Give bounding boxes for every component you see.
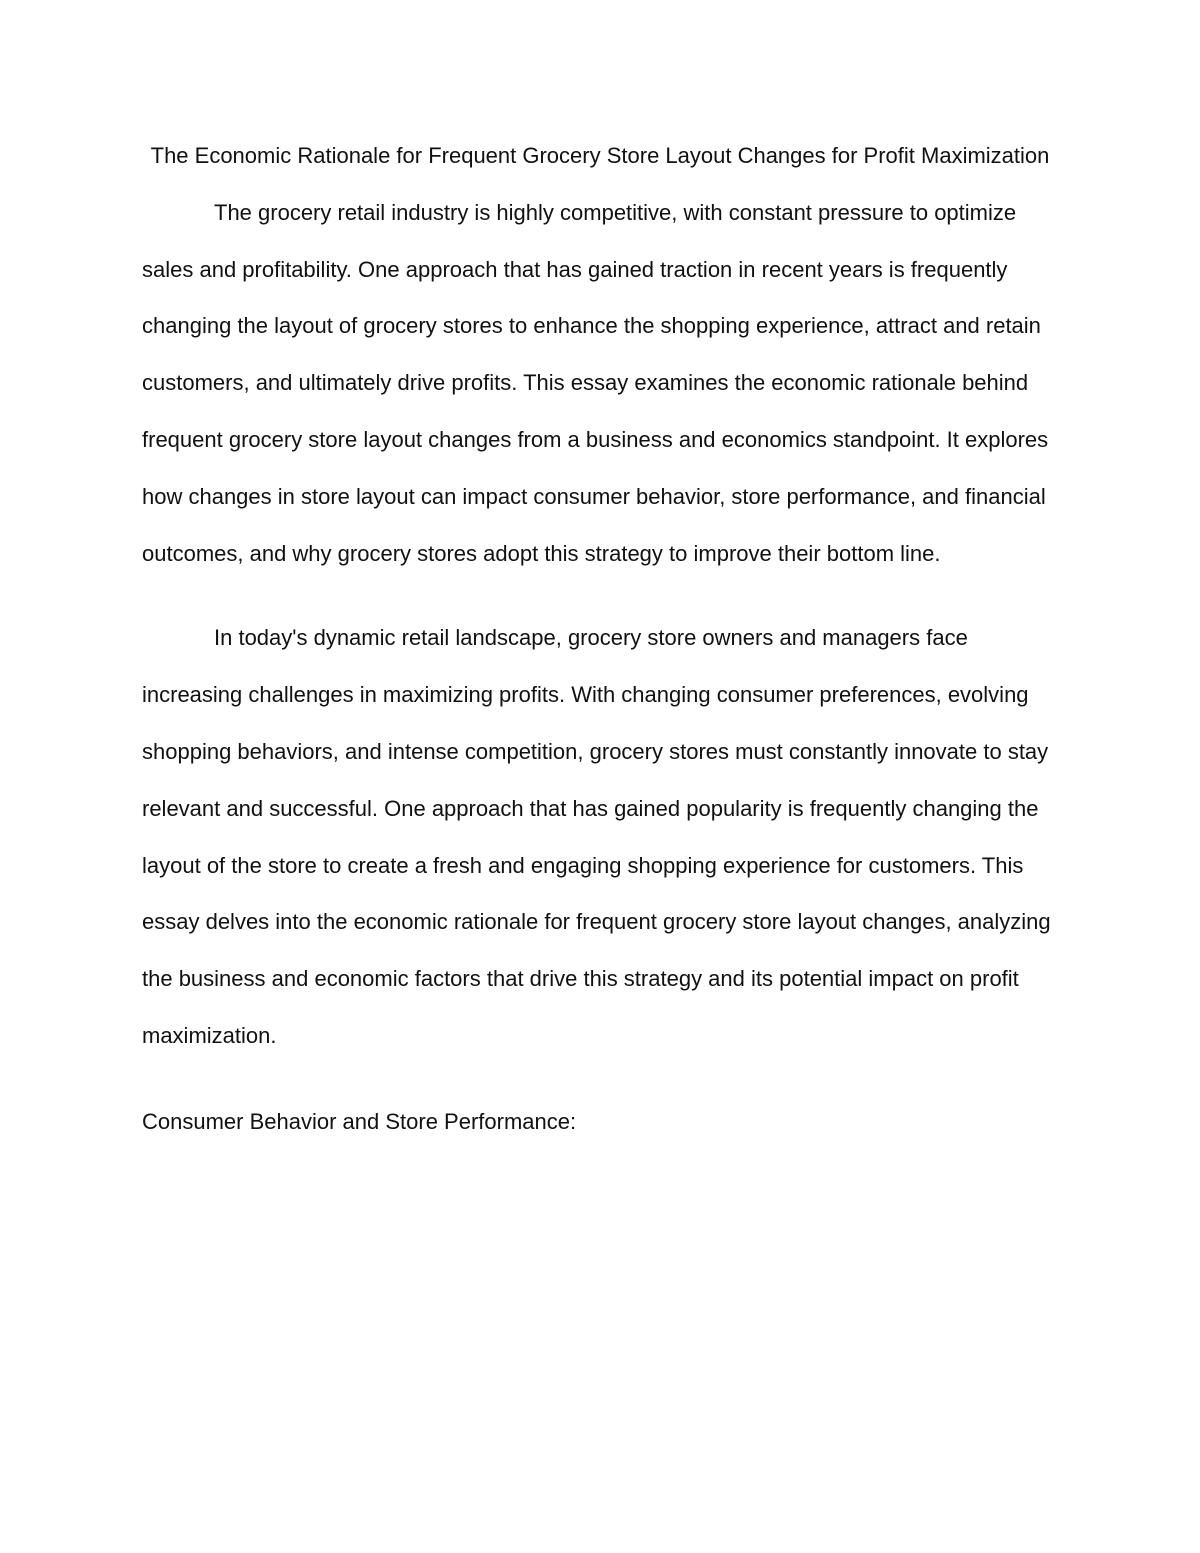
- paragraph-context: In today's dynamic retail landscape, grocery store owners and managers face increasing challenges in maximizing profits. With changing consumer preferences, evolving shopping behaviors, and intense competition, grocery stores must constantly innovate to stay relevant and successful. One approach that has gained popularity is frequently changing the layout of the store to create a fresh and engaging shopping experience for customers. This essay delves into the economic rationale for frequent grocery store layout changes, analyzing the business and economic factors that drive this strategy and its potential impact on profit maximization.: [142, 625, 1051, 1048]
- document-body: [142, 128, 1058, 1151]
- document-title: The Economic Rationale for Frequent Grocery Store Layout Changes for Profit Maximization: [150, 143, 1050, 168]
- section-heading: Consumer Behavior and Store Performance:: [142, 1108, 577, 1134]
- paragraph-introduction: The grocery retail industry is highly competitive, with constant pressure to optimize sales and profitability. One approach that has gained traction in recent years is frequently changing the layout of grocery stores to enhance the shopping experience, attract and retain customers, and ultimately drive profits. This essay examines the economic rationale behind frequent grocery store layout changes from a business and economics standpoint. It explores how changes in store layout can impact consumer behavior, store performance, and financial outcomes, and why grocery stores adopt this strategy to improve their bottom line.: [142, 199, 1049, 566]
